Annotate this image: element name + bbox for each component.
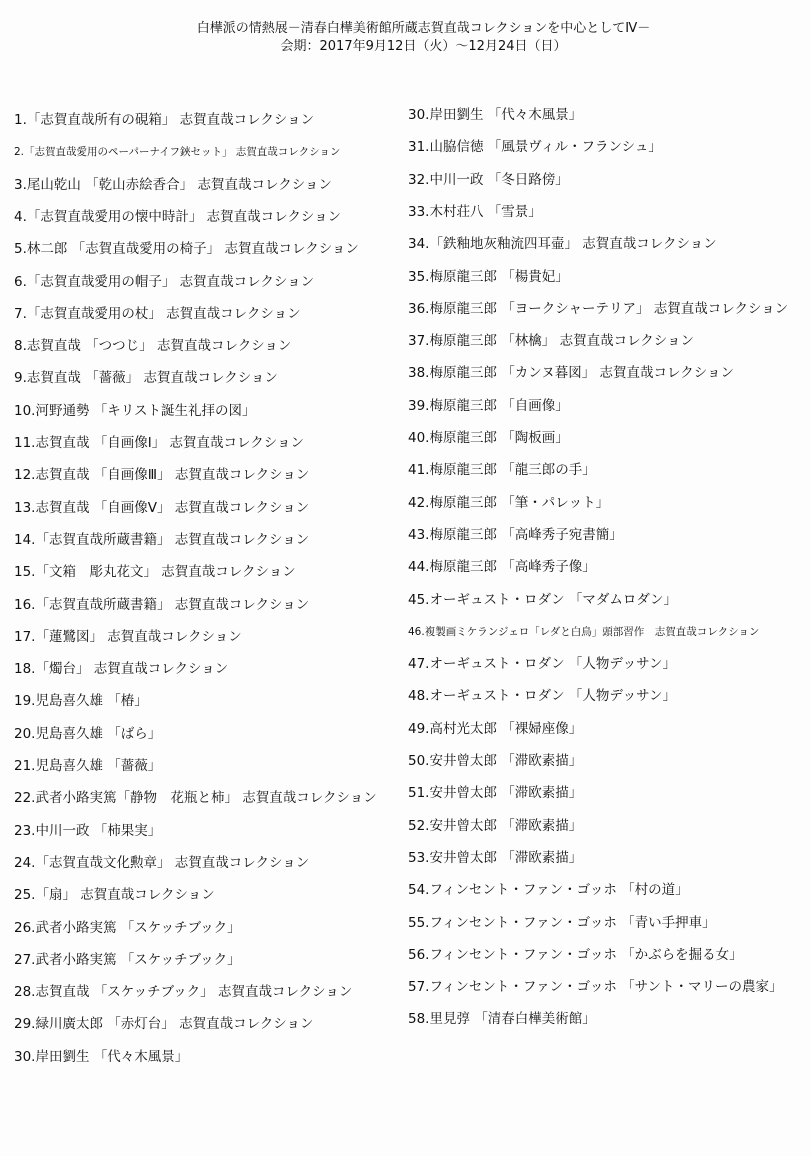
list-item bbox=[408, 138, 662, 156]
list-item bbox=[14, 402, 256, 420]
item-text: 梅原龍三郎 「龍三郎の手」 bbox=[429, 462, 596, 479]
list-item bbox=[408, 558, 596, 576]
item-text: 梅原龍三郎 「林檎」 志賀直哉コレクション bbox=[429, 333, 695, 350]
list-item bbox=[14, 886, 215, 904]
item-number: 6. bbox=[14, 273, 27, 290]
item-number: 57. bbox=[408, 979, 430, 996]
item-text: 安井曾太郎 「滞欧素描」 bbox=[429, 753, 583, 769]
item-number: 54. bbox=[408, 882, 430, 899]
list-item bbox=[14, 951, 241, 969]
item-number: 52. bbox=[408, 817, 430, 834]
list-item bbox=[408, 655, 676, 673]
item-number: 23. bbox=[14, 822, 36, 839]
item-text: フィンセント・ファン・ゴッホ 「サント・マリーの農家」 bbox=[429, 979, 783, 996]
item-text: 児島喜久雄 「薔薇」 bbox=[35, 758, 162, 774]
item-text: 高村光太郎 「裸婦座像」 bbox=[429, 720, 583, 737]
list-item bbox=[14, 208, 341, 226]
list-item bbox=[408, 397, 569, 415]
item-number: 50. bbox=[408, 753, 430, 769]
list-item bbox=[408, 881, 689, 899]
item-text: 「蓮鷺図」 志賀直哉コレクション bbox=[35, 628, 242, 645]
list-item bbox=[408, 752, 582, 770]
item-text: フィンセント・ファン・ゴッホ 「青い手押車」 bbox=[429, 914, 716, 931]
item-number: 35. bbox=[408, 268, 430, 285]
item-text: 志賀直哉 「自画像Ⅴ」 志賀直哉コレクション bbox=[35, 499, 310, 516]
list-item bbox=[408, 687, 676, 705]
item-number: 15. bbox=[14, 564, 36, 581]
item-number: 25. bbox=[14, 887, 36, 904]
item-text: オーギュスト・ロダン 「マダムロダン」 bbox=[429, 591, 678, 608]
item-text: 「志賀直哉愛用のペーパーナイフ鋏セット」 志賀直哉コレクション bbox=[24, 146, 341, 159]
item-number: 43. bbox=[408, 526, 430, 543]
list-item bbox=[14, 692, 148, 710]
item-text: 「文箱 彫丸花文」 志賀直哉コレクション bbox=[35, 564, 296, 581]
list-item bbox=[14, 273, 314, 291]
list-item bbox=[408, 461, 596, 479]
item-number: 41. bbox=[408, 462, 430, 479]
list-item bbox=[408, 429, 569, 447]
item-text: 木村荘八 「雪景」 bbox=[429, 203, 542, 220]
item-number: 17. bbox=[14, 628, 36, 645]
item-number: 21. bbox=[14, 758, 36, 774]
list-item bbox=[14, 596, 309, 614]
item-number: 7. bbox=[14, 305, 27, 322]
item-number: 19. bbox=[14, 693, 36, 710]
list-item bbox=[14, 369, 278, 387]
list-item bbox=[408, 332, 694, 350]
item-number: 18. bbox=[14, 661, 36, 678]
item-text: 志賀直哉 「スケッチブック」 志賀直哉コレクション bbox=[35, 984, 353, 1001]
item-text: 梅原龍三郎 「ヨークシャーテリア」 志賀直哉コレクション bbox=[429, 300, 789, 317]
item-text: 「志賀直哉愛用の帽子」 志賀直哉コレクション bbox=[26, 273, 315, 290]
item-number: 32. bbox=[408, 171, 430, 188]
list-item bbox=[408, 300, 788, 318]
item-text: 岸田劉生 「代々木風景」 bbox=[429, 107, 583, 123]
item-text: 「志賀直哉愛用の懐中時計」 志賀直哉コレクション bbox=[26, 208, 342, 225]
list-item bbox=[14, 725, 161, 743]
item-text: オーギュスト・ロダン 「人物デッサン」 bbox=[429, 656, 676, 673]
item-text: 「志賀直哉所有の硯箱」 志賀直哉コレクション bbox=[26, 112, 315, 128]
list-item bbox=[408, 171, 569, 189]
item-number: 34. bbox=[408, 236, 430, 253]
item-number: 45. bbox=[408, 591, 430, 608]
item-text: 岸田劉生 「代々木風景」 bbox=[35, 1048, 189, 1065]
item-text: 武者小路実篤 「スケッチブック」 bbox=[35, 951, 241, 968]
item-number: 44. bbox=[408, 559, 430, 576]
list-item bbox=[408, 914, 716, 932]
item-number: 48. bbox=[408, 688, 430, 705]
item-text: 武者小路実篤「静物 花瓶と柿」 志賀直哉コレクション bbox=[35, 790, 377, 807]
item-text: 「志賀直哉所蔵書籍」 志賀直哉コレクション bbox=[35, 531, 310, 548]
item-text: 児島喜久雄 「椿」 bbox=[35, 693, 148, 710]
list-item bbox=[408, 946, 743, 964]
item-text: 「志賀直哉文化勲章」 志賀直哉コレクション bbox=[35, 854, 310, 871]
item-text: 志賀直哉 「自画像Ⅰ」 志賀直哉コレクション bbox=[35, 435, 305, 451]
item-text: 梅原龍三郎 「筆・パレット」 bbox=[429, 494, 610, 511]
list-item bbox=[14, 337, 291, 355]
item-text: 山脇信徳 「風景ヴィル・フランシュ」 bbox=[429, 139, 662, 156]
item-number: 38. bbox=[408, 365, 430, 382]
item-number: 39. bbox=[408, 397, 430, 414]
item-number: 14. bbox=[14, 531, 36, 548]
list-item bbox=[14, 466, 309, 484]
item-number: 27. bbox=[14, 951, 36, 968]
list-item bbox=[14, 143, 340, 161]
item-number: 20. bbox=[14, 725, 36, 742]
list-item bbox=[408, 106, 582, 124]
list-item bbox=[14, 531, 309, 549]
item-number: 53. bbox=[408, 849, 430, 866]
item-number: 3. bbox=[14, 176, 27, 193]
list-item bbox=[408, 817, 582, 835]
list-item bbox=[14, 854, 309, 872]
item-number: 40. bbox=[408, 430, 430, 446]
item-number: 22. bbox=[14, 790, 36, 807]
item-text: フィンセント・ファン・ゴッホ 「村の道」 bbox=[429, 882, 689, 899]
item-text: 志賀直哉 「自画像Ⅲ」 志賀直哉コレクション bbox=[35, 467, 310, 484]
item-text: 梅原龍三郎 「高峰秀子宛書簡」 bbox=[429, 526, 623, 543]
item-number: 56. bbox=[408, 946, 430, 963]
item-number: 51. bbox=[408, 785, 430, 802]
item-text: 安井曾太郎 「滞欧素描」 bbox=[429, 849, 583, 866]
list-item bbox=[408, 623, 759, 641]
item-number: 55. bbox=[408, 914, 430, 931]
list-item bbox=[408, 849, 582, 867]
item-text: 「扇」 志賀直哉コレクション bbox=[35, 887, 215, 904]
item-text: 梅原龍三郎 「楊貴妃」 bbox=[429, 268, 569, 285]
list-item bbox=[408, 364, 734, 382]
item-number: 30. bbox=[408, 107, 430, 123]
item-number: 11. bbox=[14, 435, 36, 451]
list-item bbox=[14, 822, 161, 840]
item-number: 30. bbox=[14, 1048, 36, 1065]
item-number: 12. bbox=[14, 467, 36, 484]
item-text: 河野通勢 「キリスト誕生礼拝の図」 bbox=[35, 402, 256, 419]
item-text: 武者小路実篤 「スケッチブック」 bbox=[35, 919, 241, 936]
item-text: 里見弴 「清春白樺美術館」 bbox=[429, 1011, 596, 1028]
item-text: 「志賀直哉愛用の杖」 志賀直哉コレクション bbox=[26, 305, 301, 322]
item-number: 5. bbox=[14, 241, 27, 258]
item-text: 「志賀直哉所蔵書籍」 志賀直哉コレクション bbox=[35, 596, 310, 613]
item-text: 安井曾太郎 「滞欧素描」 bbox=[429, 817, 583, 834]
item-number: 28. bbox=[14, 984, 36, 1001]
list-item bbox=[14, 240, 359, 258]
list-item bbox=[408, 494, 609, 512]
list-item bbox=[408, 978, 782, 996]
item-number: 29. bbox=[14, 1016, 36, 1033]
item-text: 中川一政 「柿果実」 bbox=[35, 822, 162, 839]
list-item bbox=[408, 720, 582, 738]
document-header bbox=[0, 20, 811, 56]
item-number: 1. bbox=[14, 112, 27, 128]
list-item bbox=[14, 789, 377, 807]
item-text: 志賀直哉 「薔薇」 志賀直哉コレクション bbox=[26, 370, 278, 387]
item-number: 13. bbox=[14, 499, 36, 516]
exhibition-period: 会期：2017年9月12日（火）～12月24日（日） bbox=[280, 39, 567, 54]
exhibition-title: 白樺派の情熱展－清春白樺美術館所蔵志賀直哉コレクションを中心としてⅣ－ bbox=[196, 21, 651, 36]
item-number: 37. bbox=[408, 333, 430, 350]
item-text: 緑川廣太郎 「赤灯台」 志賀直哉コレクション bbox=[35, 1016, 314, 1033]
list-item bbox=[408, 591, 677, 609]
item-number: 31. bbox=[408, 139, 430, 156]
item-number: 42. bbox=[408, 494, 430, 511]
list-item bbox=[14, 111, 314, 129]
item-text: 「燭台」 志賀直哉コレクション bbox=[35, 661, 229, 678]
item-number: 24. bbox=[14, 854, 36, 871]
item-text: 梅原龍三郎 「高峰秀子像」 bbox=[429, 559, 596, 576]
item-text: オーギュスト・ロダン 「人物デッサン」 bbox=[429, 688, 676, 705]
item-text: 志賀直哉 「つつじ」 志賀直哉コレクション bbox=[26, 338, 292, 355]
list-item bbox=[408, 235, 717, 253]
list-item bbox=[14, 499, 309, 517]
item-number: 9. bbox=[14, 370, 27, 387]
item-number: 47. bbox=[408, 656, 430, 673]
item-text: 梅原龍三郎 「カンヌ暮図」 志賀直哉コレクション bbox=[429, 365, 734, 382]
item-number: 49. bbox=[408, 720, 430, 737]
list-item bbox=[408, 268, 569, 286]
list-item bbox=[14, 563, 296, 581]
list-item bbox=[14, 660, 228, 678]
item-number: 4. bbox=[14, 208, 27, 225]
item-text: 尾山乾山 「乾山赤絵香合」 志賀直哉コレクション bbox=[26, 176, 332, 193]
item-text: 複製画ミケランジェロ「レダと白鳥」頭部習作 志賀直哉コレクション bbox=[424, 625, 760, 638]
item-number: 58. bbox=[408, 1011, 430, 1028]
item-number: 36. bbox=[408, 300, 430, 317]
item-text: 中川一政 「冬日路傍」 bbox=[429, 171, 569, 188]
item-text: 梅原龍三郎 「自画像」 bbox=[429, 397, 569, 414]
list-item bbox=[14, 305, 301, 323]
item-text: 梅原龍三郎 「陶板画」 bbox=[429, 430, 569, 446]
item-text: 「鉄釉地灰釉流四耳壷」 志賀直哉コレクション bbox=[429, 236, 717, 253]
item-number: 26. bbox=[14, 919, 36, 936]
item-number: 33. bbox=[408, 203, 430, 220]
item-text: 林二郎 「志賀直哉愛用の椅子」 志賀直哉コレクション bbox=[26, 241, 359, 258]
item-number: 46. bbox=[408, 625, 425, 638]
list-item bbox=[408, 526, 623, 544]
list-item bbox=[408, 1010, 596, 1028]
list-item bbox=[14, 983, 352, 1001]
item-number: 2. bbox=[14, 146, 25, 159]
list-item bbox=[14, 434, 304, 452]
item-number: 10. bbox=[14, 402, 36, 419]
list-item bbox=[14, 628, 242, 646]
item-number: 8. bbox=[14, 338, 27, 355]
list-item bbox=[14, 1048, 188, 1066]
list-item bbox=[14, 1015, 314, 1033]
list-item bbox=[408, 784, 582, 802]
item-text: 安井曾太郎 「滞欧素描」 bbox=[429, 785, 583, 802]
list-item bbox=[14, 919, 241, 937]
item-text: フィンセント・ファン・ゴッホ 「かぶらを掘る女」 bbox=[429, 946, 743, 963]
item-text: 児島喜久雄 「ばら」 bbox=[35, 725, 162, 742]
list-item bbox=[408, 203, 542, 221]
list-item bbox=[14, 176, 332, 194]
list-item bbox=[14, 757, 161, 775]
item-number: 16. bbox=[14, 596, 36, 613]
